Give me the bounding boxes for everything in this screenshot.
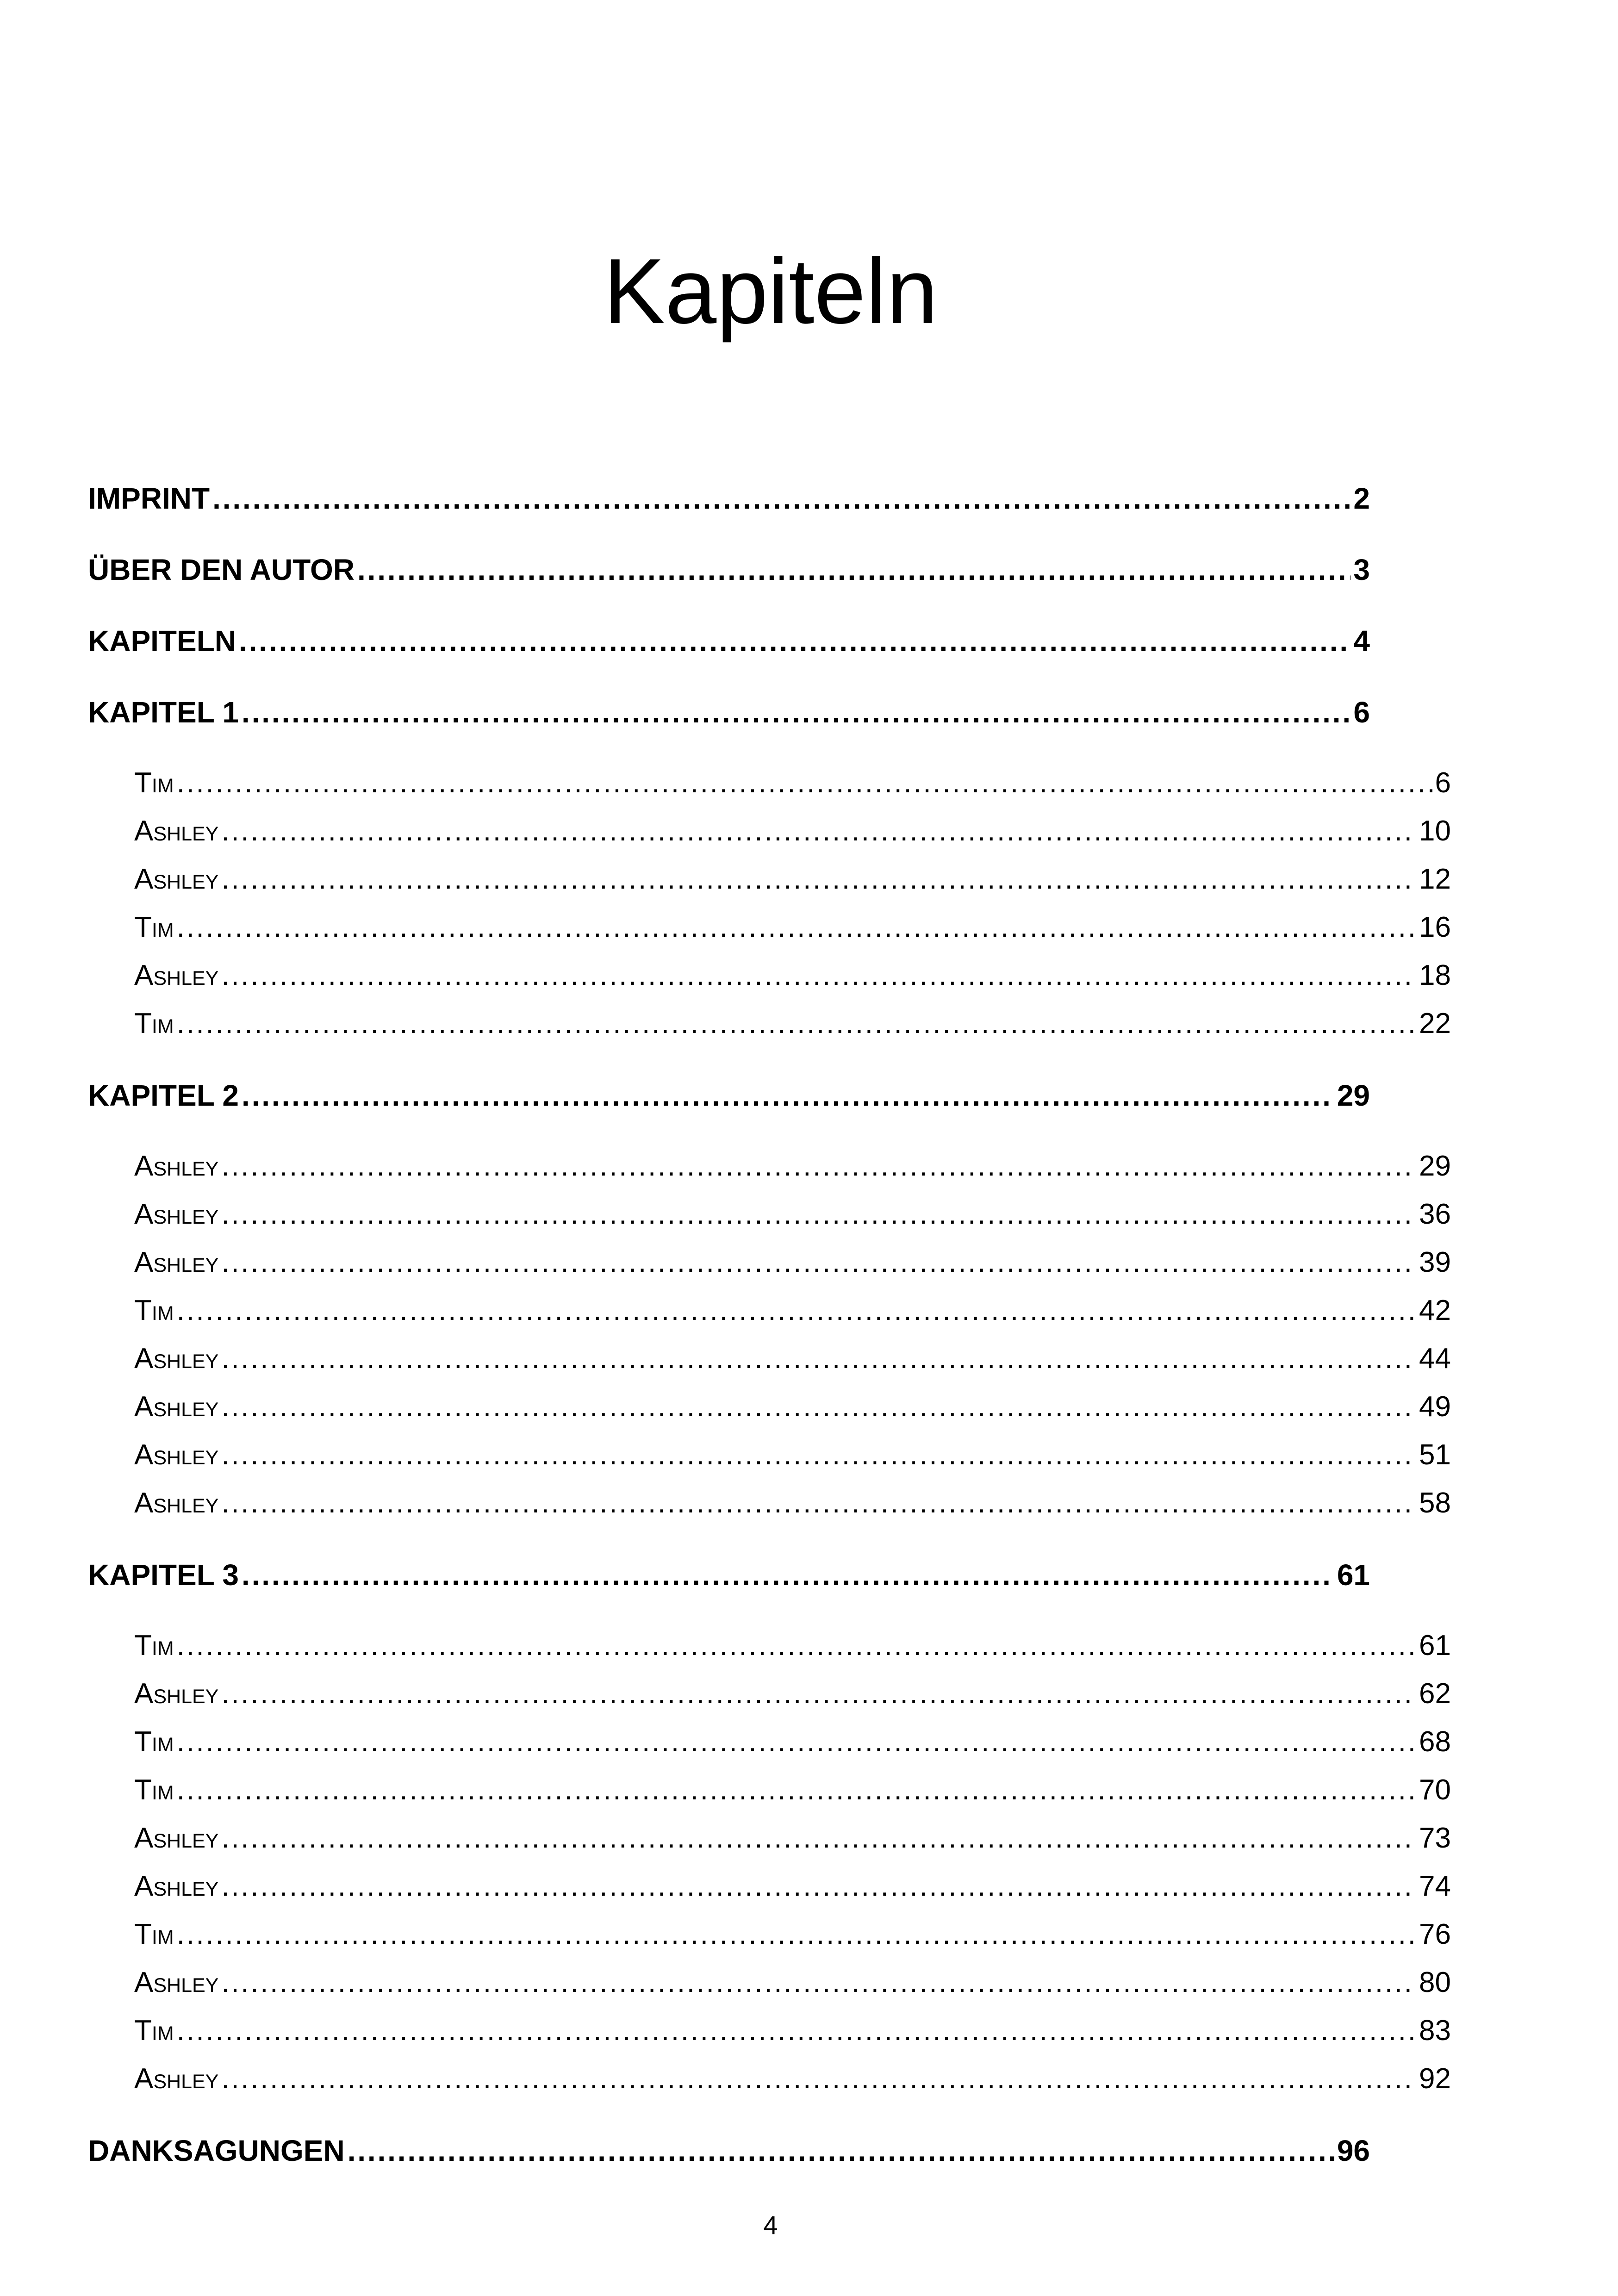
toc-entry-page: 16 bbox=[1419, 911, 1451, 943]
toc-entry-page: 73 bbox=[1419, 1822, 1451, 1854]
page-title: Kapiteln bbox=[603, 240, 938, 343]
toc-entry-label: Tim bbox=[134, 1008, 174, 1039]
toc-entry-page: 76 bbox=[1419, 1918, 1451, 1950]
toc-entry-page: 62 bbox=[1419, 1678, 1451, 1710]
toc-entry-kapitel-1[interactable] bbox=[88, 695, 1370, 729]
toc-subentry[interactable] bbox=[134, 1438, 1451, 1471]
toc-entry-label: Ashley bbox=[134, 1246, 219, 1278]
toc-entry-label: DANKSAGUNGEN bbox=[88, 2134, 345, 2167]
toc-entry-page: 3 bbox=[1353, 553, 1370, 586]
toc-entry-kapitel-2[interactable] bbox=[88, 1078, 1370, 1113]
dot-leader bbox=[348, 2134, 1334, 2168]
toc-subentry[interactable] bbox=[134, 1966, 1451, 1999]
dot-leader bbox=[221, 1150, 1416, 1182]
toc-entry-kapiteln[interactable] bbox=[88, 624, 1370, 658]
toc-subentry[interactable] bbox=[134, 766, 1451, 799]
toc-entry-label: Ashley bbox=[134, 815, 219, 847]
toc-entry-label: KAPITELN bbox=[88, 624, 236, 658]
toc-entry-page: 96 bbox=[1337, 2134, 1370, 2167]
dot-leader bbox=[177, 1918, 1416, 1951]
page-number: 4 bbox=[763, 2210, 778, 2240]
dot-leader bbox=[177, 1773, 1416, 1806]
toc-entry-label: KAPITEL 3 bbox=[88, 1558, 239, 1592]
toc-entry-label: Ashley bbox=[134, 1678, 219, 1710]
toc-entry-label: Ashley bbox=[134, 1966, 219, 1998]
toc-subentry[interactable] bbox=[134, 1870, 1451, 1903]
toc-entry-page: 29 bbox=[1419, 1150, 1451, 1182]
dot-leader bbox=[221, 1342, 1416, 1375]
toc-entry-label: Tim bbox=[134, 1294, 174, 1326]
dot-leader bbox=[221, 1198, 1416, 1231]
dot-leader bbox=[221, 959, 1416, 992]
toc-entry-page: 36 bbox=[1419, 1198, 1451, 1230]
dot-leader bbox=[177, 1007, 1416, 1040]
dot-leader bbox=[221, 815, 1416, 847]
dot-leader bbox=[177, 2014, 1416, 2047]
dot-leader bbox=[177, 766, 1432, 799]
toc-subentry[interactable] bbox=[134, 1150, 1451, 1182]
dot-leader bbox=[212, 481, 1350, 516]
toc-entry-page: 22 bbox=[1419, 1008, 1451, 1039]
toc-entry-page: 10 bbox=[1419, 815, 1451, 847]
dot-leader bbox=[221, 2062, 1416, 2095]
toc-subentry[interactable] bbox=[134, 1342, 1451, 1375]
toc-entry-page: 44 bbox=[1419, 1343, 1451, 1375]
toc-entry-page: 42 bbox=[1419, 1294, 1451, 1326]
toc-entry-label: Ashley bbox=[134, 959, 219, 991]
toc-subentry[interactable] bbox=[134, 911, 1451, 944]
toc-entry-label: Tim bbox=[134, 1774, 174, 1806]
toc-entry-page: 51 bbox=[1419, 1439, 1451, 1471]
toc-subentry[interactable] bbox=[134, 2062, 1451, 2095]
toc-subentry[interactable] bbox=[134, 863, 1451, 896]
toc-subentry[interactable] bbox=[134, 1294, 1451, 1327]
toc-entry-page: 6 bbox=[1353, 696, 1370, 729]
toc-entry-label: IMPRINT bbox=[88, 482, 210, 515]
toc-entry-page: 4 bbox=[1353, 624, 1370, 658]
toc-subentry[interactable] bbox=[134, 1918, 1451, 1951]
toc-entry-page: 6 bbox=[1435, 767, 1451, 799]
toc-subentry[interactable] bbox=[134, 1725, 1451, 1758]
toc-entry-page: 61 bbox=[1419, 1630, 1451, 1661]
dot-leader bbox=[221, 1390, 1416, 1423]
toc-subentry[interactable] bbox=[134, 1773, 1451, 1806]
dot-leader bbox=[221, 1246, 1416, 1279]
toc-subentry[interactable] bbox=[134, 1246, 1451, 1279]
toc-entry-label: KAPITEL 2 bbox=[88, 1079, 239, 1112]
toc-entry-ueber-den-autor[interactable] bbox=[88, 553, 1370, 587]
toc-entry-label: Tim bbox=[134, 1918, 174, 1950]
toc-subentry[interactable] bbox=[134, 1198, 1451, 1231]
toc-entry-page: 12 bbox=[1419, 863, 1451, 895]
dot-leader bbox=[242, 1558, 1334, 1592]
toc-entry-page: 92 bbox=[1419, 2063, 1451, 2095]
dot-leader bbox=[357, 553, 1350, 587]
toc-entry-label: Tim bbox=[134, 1630, 174, 1661]
dot-leader bbox=[221, 1438, 1416, 1471]
toc-entry-label: Ashley bbox=[134, 1822, 219, 1854]
dot-leader bbox=[221, 1487, 1416, 1519]
toc-entry-imprint[interactable] bbox=[88, 481, 1370, 516]
toc-entry-page: 29 bbox=[1337, 1079, 1370, 1112]
toc-subentry[interactable] bbox=[134, 1007, 1451, 1040]
toc-subentry[interactable] bbox=[134, 815, 1451, 847]
dot-leader bbox=[221, 1822, 1416, 1854]
toc-entry-label: Ashley bbox=[134, 1870, 219, 1902]
toc-entry-page: 39 bbox=[1419, 1246, 1451, 1278]
toc-subentry[interactable] bbox=[134, 2014, 1451, 2047]
toc-entry-page: 61 bbox=[1337, 1558, 1370, 1592]
toc-entry-label: KAPITEL 1 bbox=[88, 696, 239, 729]
toc-entry-label: Ashley bbox=[134, 1343, 219, 1375]
toc-entry-page: 74 bbox=[1419, 1870, 1451, 1902]
toc-entry-page: 68 bbox=[1419, 1726, 1451, 1758]
toc-entry-page: 18 bbox=[1419, 959, 1451, 991]
toc-entry-label: ÜBER DEN AUTOR bbox=[88, 553, 355, 586]
dot-leader bbox=[221, 1870, 1416, 1903]
toc-entry-label: Tim bbox=[134, 767, 174, 799]
toc-entry-kapitel-3[interactable] bbox=[88, 1558, 1370, 1592]
toc-entry-page: 80 bbox=[1419, 1966, 1451, 1998]
toc-entry-danksagungen[interactable] bbox=[88, 2134, 1370, 2168]
toc-entry-page: 49 bbox=[1419, 1391, 1451, 1423]
toc-entry-page: 70 bbox=[1419, 1774, 1451, 1806]
toc-entry-label: Ashley bbox=[134, 1198, 219, 1230]
toc-entry-label: Ashley bbox=[134, 1391, 219, 1423]
toc-subentry[interactable] bbox=[134, 1487, 1451, 1519]
dot-leader bbox=[239, 624, 1350, 658]
toc-subentry[interactable] bbox=[134, 959, 1451, 992]
toc-entry-label: Tim bbox=[134, 2015, 174, 2047]
dot-leader bbox=[242, 1078, 1334, 1113]
toc-entry-label: Tim bbox=[134, 1726, 174, 1758]
dot-leader bbox=[177, 1294, 1416, 1327]
toc-entry-label: Ashley bbox=[134, 1439, 219, 1471]
toc-entry-label: Ashley bbox=[134, 1487, 219, 1519]
dot-leader bbox=[177, 1725, 1416, 1758]
toc-entry-page: 2 bbox=[1353, 482, 1370, 515]
toc-entry-label: Ashley bbox=[134, 1150, 219, 1182]
dot-leader bbox=[177, 911, 1416, 944]
toc-subentry[interactable] bbox=[134, 1390, 1451, 1423]
dot-leader bbox=[242, 695, 1350, 729]
toc-entry-label: Ashley bbox=[134, 863, 219, 895]
toc-entry-page: 83 bbox=[1419, 2015, 1451, 2047]
toc-entry-page: 58 bbox=[1419, 1487, 1451, 1519]
toc-subentry[interactable] bbox=[134, 1629, 1451, 1662]
dot-leader bbox=[221, 1677, 1416, 1710]
dot-leader bbox=[177, 1629, 1416, 1662]
toc-entry-label: Tim bbox=[134, 911, 174, 943]
toc-subentry[interactable] bbox=[134, 1822, 1451, 1854]
dot-leader bbox=[221, 1966, 1416, 1999]
toc-entry-label: Ashley bbox=[134, 2063, 219, 2095]
toc-subentry[interactable] bbox=[134, 1677, 1451, 1710]
dot-leader bbox=[221, 863, 1416, 896]
